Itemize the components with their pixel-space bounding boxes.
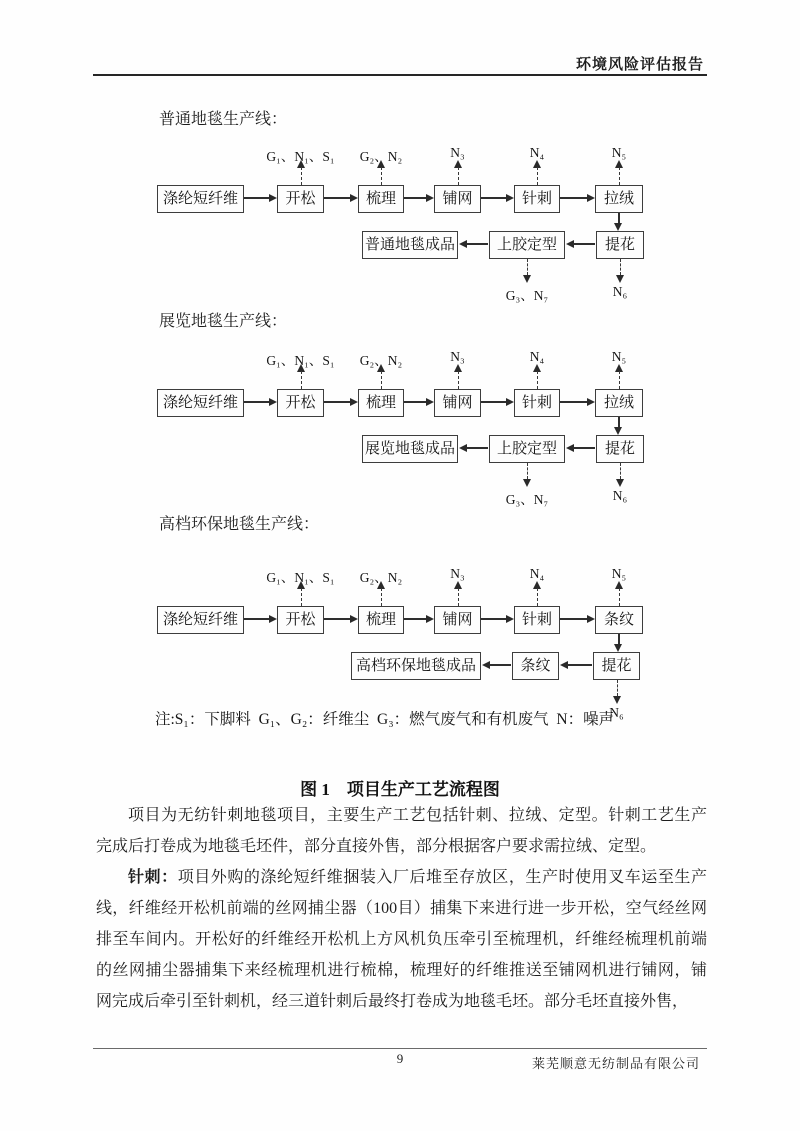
flow-box: 铺网: [434, 185, 481, 213]
footer-company-name: 莱芜顺意无纺制品有限公司: [531, 1056, 700, 1071]
flow-box: 拉绒: [595, 389, 643, 417]
flow-arrow-right-head: [587, 194, 595, 202]
pollutant-label: N₆: [612, 488, 628, 503]
flow-arrow-line: [324, 618, 351, 620]
flow-arrow-right-head: [269, 615, 277, 623]
dashed-arrow-up-line: [619, 167, 620, 185]
flow-arrow-line: [560, 197, 588, 199]
header-rule: [93, 74, 707, 76]
flow-box: 普通地毯成品: [362, 231, 458, 259]
dashed-arrow-down-head: [616, 275, 624, 283]
paragraph-line: 网完成后牵引至针刺机，经三道针刺后最终打卷成为地毯毛坯。部分毛坯直接外售，: [96, 993, 689, 1010]
flow-box: 高档环保地毯成品: [351, 652, 481, 680]
pollutant-label: N₄: [529, 566, 545, 581]
dashed-arrow-up-line: [619, 371, 620, 389]
section-label-exhibition-carpet-line: 展览地毯生产线：: [159, 313, 288, 330]
dashed-arrow-up-line: [381, 167, 382, 185]
flow-box: 涤纶短纤维: [157, 185, 244, 213]
pollutant-label: N₃: [450, 349, 465, 364]
flow-arrow-line: [481, 618, 507, 620]
dashed-arrow-up-line: [619, 588, 620, 606]
flow-box: 梳理: [358, 606, 404, 634]
flow-arrow-down-head: [614, 223, 622, 231]
flow-box: 涤纶短纤维: [157, 606, 244, 634]
flow-arrow-line: [244, 618, 270, 620]
flow-arrow-line: [560, 401, 588, 403]
section-label-ordinary-carpet-line: 普通地毯生产线：: [159, 111, 288, 128]
flow-arrow-line: [466, 447, 488, 449]
flow-box: 展览地毯成品: [362, 435, 458, 463]
pollutant-label: G₁、N₁、S₁: [266, 149, 335, 164]
pollutant-label: G₁、N₁、S₁: [266, 570, 335, 585]
flow-arrow-right-head: [350, 398, 358, 406]
pollutant-label: N₆: [612, 284, 628, 299]
flow-arrow-line: [560, 618, 588, 620]
dashed-arrow-down-line: [620, 463, 621, 479]
flow-arrow-down-head: [614, 427, 622, 435]
flow-arrow-right-head: [350, 615, 358, 623]
dashed-arrow-up-line: [458, 167, 459, 185]
dashed-arrow-up-line: [301, 167, 302, 185]
pollutant-label: N₃: [450, 566, 465, 581]
flow-arrow-right-head: [426, 194, 434, 202]
flow-box: 开松: [277, 389, 324, 417]
dashed-arrow-down-line: [527, 259, 528, 275]
pollutant-label: G₃、N₇: [505, 288, 549, 303]
pollutant-label: N₃: [450, 145, 465, 160]
pollutant-label: N₅: [611, 349, 627, 364]
paragraph-line: 的丝网捕尘器捕集下来经梳理机进行梳棉，梳理好的纤维推送至铺网机进行铺网，铺: [96, 962, 707, 979]
pollutant-label: G₁、N₁、S₁: [266, 353, 335, 368]
dashed-arrow-up-line: [537, 167, 538, 185]
flow-arrow-right-head: [426, 398, 434, 406]
flow-box: 梳理: [358, 185, 404, 213]
paragraph-line: 线，纤维经开松机前端的丝网捕尘器（100目）捕集下来进行进一步开松，空气经丝网: [96, 900, 707, 917]
flow-arrow-down-line: [618, 417, 620, 427]
page-number: 9: [396, 1051, 404, 1066]
flow-box: 提花: [596, 435, 644, 463]
flow-arrow-line: [244, 401, 270, 403]
flow-box: 梳理: [358, 389, 404, 417]
pollutant-label: N₅: [611, 566, 627, 581]
flow-arrow-line: [489, 664, 511, 666]
flow-arrow-down-head: [614, 644, 622, 652]
dashed-arrow-up-line: [537, 371, 538, 389]
dashed-arrow-up-line: [458, 588, 459, 606]
flow-box: 针刺: [514, 606, 560, 634]
pollutant-label: N₄: [529, 349, 545, 364]
flow-arrow-line: [573, 243, 595, 245]
flow-arrow-down-line: [618, 213, 620, 223]
dashed-arrow-down-line: [527, 463, 528, 479]
dashed-arrow-down-head: [616, 479, 624, 487]
flow-box: 开松: [277, 185, 324, 213]
flow-arrow-line: [324, 197, 351, 199]
flow-box: 开松: [277, 606, 324, 634]
pollutant-label: G₃、N₇: [505, 492, 549, 507]
flow-arrow-line: [404, 197, 427, 199]
flow-arrow-right-head: [426, 615, 434, 623]
flow-diagram-ordinary-carpet: [0, 145, 800, 310]
header-title: 环境风险评估报告: [575, 57, 704, 73]
pollutant-label: G₂、N₂: [359, 353, 403, 368]
figure-caption: 图 1 项目生产工艺流程图: [300, 780, 500, 799]
flow-box: 上胶定型: [489, 435, 565, 463]
dashed-arrow-down-head: [613, 696, 621, 704]
flow-arrow-right-head: [587, 398, 595, 406]
body-text: [96, 800, 707, 1017]
flow-box: 提花: [593, 652, 640, 680]
flow-arrow-right-head: [269, 398, 277, 406]
flow-box: 涤纶短纤维: [157, 389, 244, 417]
flow-diagram-exhibition-carpet: [0, 349, 800, 514]
paragraph-line: 排至车间内。开松好的纤维经开松机上方风机负压牵引至梳理机，纤维经梳理机前端: [96, 931, 707, 948]
dashed-arrow-up-line: [301, 371, 302, 389]
paragraph-text: 项目外购的涤纶短纤维捆装入厂后堆至存放区，生产时使用叉车运至生产: [177, 869, 707, 886]
flow-arrow-line: [466, 243, 488, 245]
dashed-arrow-down-line: [620, 259, 621, 275]
keyword-needle-punch: 针刺：: [128, 869, 178, 886]
flow-arrow-line: [481, 401, 507, 403]
flow-arrow-right-head: [506, 398, 514, 406]
paragraph-line: 完成后打卷成为地毯毛坯件，部分直接外售，部分根据客户要求需拉绒、定型。: [96, 838, 657, 855]
flow-box: 条纹: [595, 606, 643, 634]
flow-arrow-line: [481, 197, 507, 199]
pollutant-label: G₂、N₂: [359, 570, 403, 585]
dashed-arrow-down-head: [523, 275, 531, 283]
flow-arrow-right-head: [269, 194, 277, 202]
pollutant-label: N₄: [529, 145, 545, 160]
section-label-premium-eco-carpet-line: 高档环保地毯生产线：: [159, 516, 320, 533]
dashed-arrow-up-line: [381, 371, 382, 389]
flow-arrow-right-head: [506, 194, 514, 202]
flow-arrow-right-head: [350, 194, 358, 202]
flow-box: 拉绒: [595, 185, 643, 213]
pollutant-label: N₅: [611, 145, 627, 160]
flow-arrow-line: [404, 401, 427, 403]
dashed-arrow-up-line: [458, 371, 459, 389]
dashed-arrow-down-line: [617, 680, 618, 696]
flow-box: 提花: [596, 231, 644, 259]
dashed-arrow-up-line: [537, 588, 538, 606]
pollutant-label: N₆: [609, 705, 624, 720]
flow-arrow-line: [324, 401, 351, 403]
flow-box: 针刺: [514, 185, 560, 213]
paragraph-line: 项目为无纺针刺地毯项目，主要生产工艺包括针刺、拉绒、定型。针刺工艺生产: [128, 807, 707, 824]
dashed-arrow-up-line: [301, 588, 302, 606]
flow-box: 铺网: [434, 389, 481, 417]
paragraph-line: [96, 862, 707, 893]
legend-note: 注:S₁：下脚料 G₁、G₂：纤维尘 G₃：燃气废气和有机废气 N：噪声: [155, 711, 615, 728]
flow-arrow-right-head: [506, 615, 514, 623]
dashed-arrow-up-line: [381, 588, 382, 606]
flow-arrow-right-head: [587, 615, 595, 623]
flow-arrow-line: [244, 197, 270, 199]
flow-box: 针刺: [514, 389, 560, 417]
flow-arrow-line: [567, 664, 592, 666]
flow-box: 上胶定型: [489, 231, 565, 259]
flow-box: 铺网: [434, 606, 481, 634]
dashed-arrow-down-head: [523, 479, 531, 487]
pollutant-label: G₂、N₂: [359, 149, 403, 164]
flow-arrow-line: [573, 447, 595, 449]
flow-box: 条纹: [512, 652, 559, 680]
flow-arrow-line: [404, 618, 427, 620]
footer-rule: [93, 1048, 707, 1049]
flow-arrow-down-line: [618, 634, 620, 644]
